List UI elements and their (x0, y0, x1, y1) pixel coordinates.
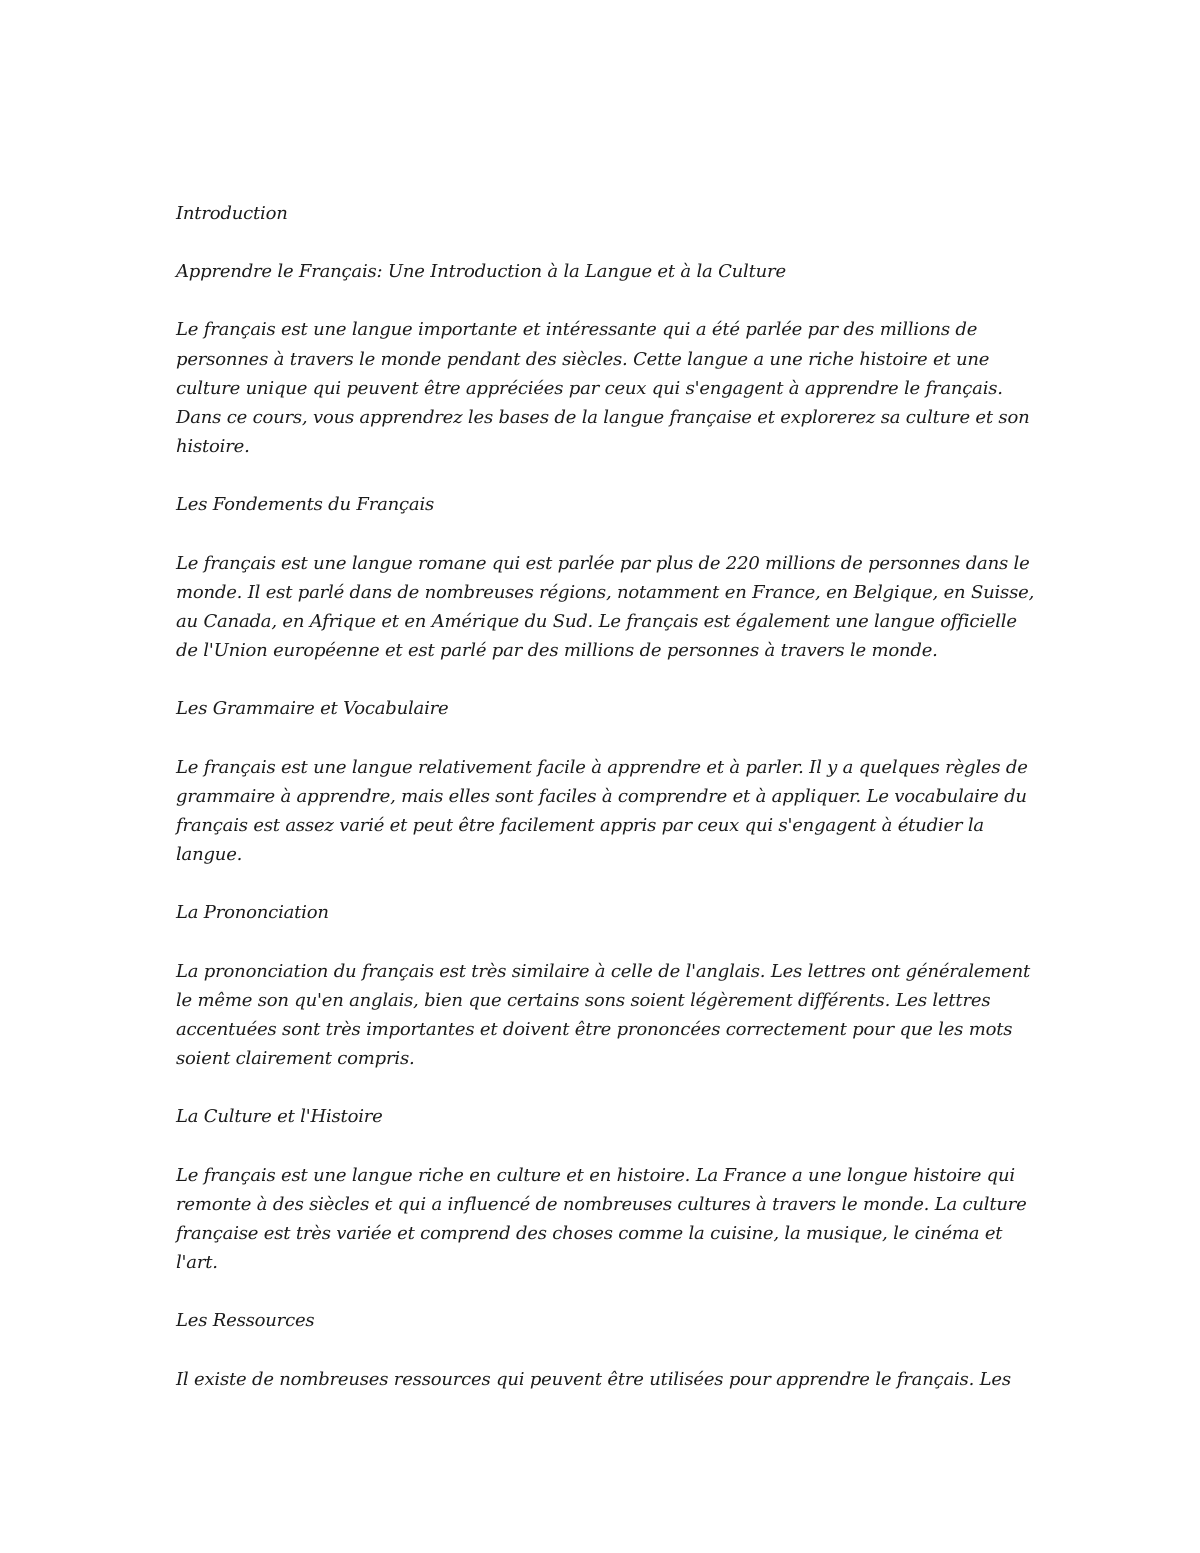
section-heading-fondements: Les Fondements du Français (176, 494, 435, 516)
paragraph-grammaire: Le français est une langue relativement facile à apprendre et à parler. Il y a quelques règles de grammaire à apprendre, mais elles sont faciles à comprendre et à appliquer. Le vocabulaire du français est assez varié et peut être facilement appris par ceux qui s'engagent à étudier la langue. (176, 756, 1028, 866)
document-body (176, 199, 1036, 1423)
section-heading-prononciation: La Prononciation (176, 902, 329, 924)
paragraph-fondements: Le français est une langue romane qui est parlée par plus de 220 millions de personnes dans le monde. Il est parlé dans de nombreuses régions, notamment en France, en Belgique, en Suisse, au Canada, en Afrique et en Amérique du Sud. Le français est également une langue officielle de l'Union européenne et est parlé par des millions de personnes à travers le monde. (176, 552, 1035, 662)
section-heading-grammaire: Les Grammaire et Vocabulaire (176, 698, 449, 720)
section-heading-introduction: Introduction (176, 203, 288, 224)
paragraph-ressources: Il existe de nombreuses ressources qui peuvent être utilisées pour apprendre le français. Les (176, 1368, 1011, 1390)
section-heading-culture: La Culture et l'Histoire (176, 1106, 383, 1128)
section-heading-ressources: Les Ressources (176, 1310, 315, 1332)
paragraph-prononciation: La prononciation du français est très similaire à celle de l'anglais. Les lettres ont généralement le même son qu'en anglais, bien que certains sons soient légèrement différents. Les lettres accentuées sont très importantes et doivent être prononcées correctement pour que les mots soient clairement compris. (176, 960, 1030, 1070)
paragraph-intro: Le français est une langue importante et intéressante qui a été parlée par des millions de personnes à travers le monde pendant des siècles. Cette langue a une riche histoire et une culture unique qui peuvent être appréciées par ceux qui s'engagent à apprendre le français. Dans ce cours, vous apprendrez les bases de la langue française et explorerez sa culture et son histoire. (176, 319, 1030, 458)
paragraph-culture: Le français est une langue riche en culture et en histoire. La France a une longue histoire qui remonte à des siècles et qui a influencé de nombreuses cultures à travers le monde. La culture française est très variée et comprend des choses comme la cuisine, la musique, le cinéma et l'art. (176, 1164, 1027, 1274)
document-title: Apprendre le Français: Une Introduction à la Langue et à la Culture (176, 261, 786, 283)
